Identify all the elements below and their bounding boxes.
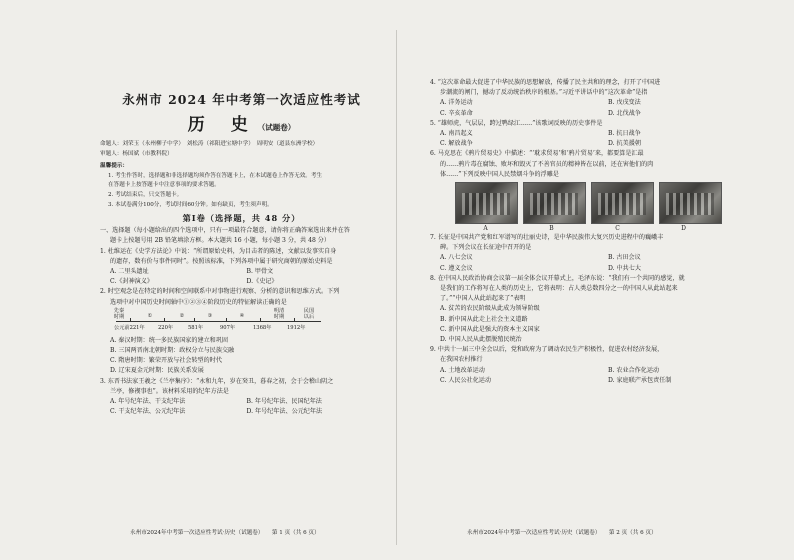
option: A. 南昌起义 <box>440 130 473 138</box>
choice-intro: 一、选择题（每小题给出的四个选项中，只有一项最符合题意，请你将正确答案选出来并在答 <box>100 227 350 235</box>
timeline-tick <box>260 318 261 322</box>
option: B. 甲骨文 <box>246 267 274 275</box>
question-8: 8. 在中国人民政治协商会议第一届全体会议开幕式上，毛泽东说：“我们有一个共同的感觉，就 <box>430 274 685 282</box>
question-4: 4. “这次革命最大促进了中华民族的思想解放，传播了民主共和的理念，打开了中国进 <box>430 79 661 86</box>
section-title: 第Ⅰ卷（选择题，共 48 分） <box>182 213 301 224</box>
option: B. 抗日战争 <box>608 130 641 138</box>
timeline-tick <box>294 318 295 322</box>
relief-images <box>455 182 776 224</box>
timeline-year: 1912年 <box>287 324 306 331</box>
option: C <box>615 225 620 233</box>
question-9: 9. 中共十一届三中全会以后，党和政府为了调动农民生产积极性，促进农村经济发展， <box>430 346 664 354</box>
timeline-period: 明清 时期 <box>273 307 285 321</box>
q1-options <box>100 277 383 287</box>
option: C. 新中国从此是强大的资本主义国家 <box>440 325 540 333</box>
option: C.《封神演义》 <box>110 278 153 286</box>
question-2: 选项中对中国历史时间轴中①②③④阶段历史的特征解读正确的是 <box>110 298 287 306</box>
option: D. 中国人民从此摆脱殖民统治 <box>440 336 522 344</box>
option: B. 新中国从此走上社会主义道路 <box>440 315 528 323</box>
author-line: 命题人：刘荣玉（永州柳子中学） 刘松涛（祁阳进宝塘中学） 周明安（道县东洲学校） <box>100 141 319 147</box>
page-2 <box>397 0 794 560</box>
option: A <box>483 225 488 233</box>
option: B. 农业合作化运动 <box>608 366 660 374</box>
question-7: 碑。下列会议在长征途中召开的是 <box>440 244 532 252</box>
q1-options <box>100 267 383 277</box>
page-footer: 永州市2024年中考第一次适应性考试·历史（试题卷） 第 2 页（共 6 页） <box>467 530 657 536</box>
option: C. 解放战争 <box>440 140 473 148</box>
option: A. 秦汉时期：统一多民族国家的建立和巩固 <box>110 336 228 344</box>
option: D. 家庭联产承包责任制 <box>608 376 672 384</box>
relief-labels <box>455 224 776 233</box>
question-1: 1. 杜维运在《史学方法论》中说：“所谓原始史料，为目击者的陈述，文献以发事实自身 <box>100 247 337 255</box>
option: D. 中共七大 <box>608 264 641 272</box>
relief-image-b <box>523 182 586 224</box>
timeline-tick <box>164 318 165 322</box>
choice-intro: 题卡上按题号用 2B 铅笔填涂方框。本大题共 16 小题，每小题 3 分，共 48 分） <box>110 237 330 245</box>
timeline-year: 220年 <box>158 324 174 331</box>
timeline-year: 581年 <box>188 324 204 331</box>
option: A. 年号纪年法、干支纪年法 <box>110 398 186 405</box>
option: A. 八七会议 <box>440 254 473 262</box>
question-9: 在我国农村推行 <box>440 356 483 364</box>
timeline-period: ② <box>179 312 185 319</box>
subject-note: （试题卷） <box>257 123 296 132</box>
option: C. 遵义会议 <box>440 264 473 272</box>
relief-image-c <box>591 182 654 224</box>
question-4: 步潮流的闸门，撼动了反动统治秩序的根基。”习近平讲话中的“这次革命”是指 <box>440 89 648 97</box>
option: D <box>681 225 686 233</box>
reviewer-line: 审题人：杨国斌（市教科院） <box>100 150 173 157</box>
option: B <box>549 225 554 233</box>
relief-image-d <box>659 182 722 224</box>
notice-title: 温馨提示： <box>100 163 128 170</box>
q9-options <box>430 376 776 386</box>
option: B. 年号纪年法、民国纪年法 <box>246 398 322 405</box>
option: C. 隋唐时期：繁荣开放与社会转型的时代 <box>110 357 222 365</box>
option: D. 抗美援朝 <box>608 140 641 148</box>
option: C. 人民公社化运动 <box>440 376 491 384</box>
question-8: 了。”“中国人从此站起来了”表明 <box>440 295 526 303</box>
q3-options <box>100 407 383 417</box>
q9-options <box>430 366 776 376</box>
timeline-tick <box>130 318 131 322</box>
notice-line: 在答题卡上按答题卡中注意事项的要求答题。 <box>108 182 220 189</box>
timeline-tick <box>194 318 195 322</box>
history-timeline <box>110 308 383 334</box>
subject-heading <box>100 110 383 135</box>
timeline-tick <box>226 318 227 322</box>
question-1: 的遗存，数有价与事件同时”。按照该标准，下列各项中属于研究商朝的原始史料是 <box>110 257 333 265</box>
timeline-year: 1368年 <box>253 324 272 331</box>
question-3: 兰亭，修禊事也”。该材料采用的纪年方法是 <box>110 387 229 395</box>
timeline-period: ① <box>147 312 153 319</box>
q7-options <box>430 253 776 263</box>
notice-line: 1. 考生作答时，选择题和非选择题均须作答在答题卡上，在本试题卷上作答无效。考生 <box>108 172 323 179</box>
timeline-year: 907年 <box>220 324 236 331</box>
option: A. 二里头遗址 <box>110 267 149 275</box>
option: B. 三国两晋南北朝时期：政权分立与民族交融 <box>110 346 235 354</box>
question-6: 体……”下列反映中国人民禁烟斗争的浮雕是 <box>440 170 559 178</box>
q4-options <box>430 109 776 119</box>
subject-name: 历 史 <box>187 115 258 135</box>
q4-options <box>430 98 776 108</box>
question-6: 6. 马克思在《鸦片贸易史》中描述：“‘耽求贸易’和‘鸦片贸易’来，都要算是汇最 <box>430 150 644 158</box>
q7-options <box>430 264 776 274</box>
question-7: 7. 长征是中国共产党和红军谱写的壮丽史诗，是中华民族伟大复兴历史进程中的巍峨丰 <box>430 234 664 242</box>
question-8: 是我们的工作将写在人类的历史上，它将表明：占人类总数四分之一的中国人从此站起来 <box>440 285 678 293</box>
relief-image-a <box>455 182 518 224</box>
page-footer: 永州市2024年中考第一次适应性考试·历史（试题卷） 第 1 页（共 6 页） <box>130 530 320 536</box>
option: D. 辽宋夏金元时期：民族关系发展 <box>110 367 204 375</box>
option: C. 辛亥革命 <box>440 109 473 117</box>
timeline-period: ④ <box>239 312 245 319</box>
timeline-axis <box>116 321 321 322</box>
notice-line: 2. 考试结束后，只交答题卡。 <box>108 191 183 198</box>
option: D. 年号纪年法、公元纪年法 <box>246 408 323 416</box>
q3-options <box>100 397 383 407</box>
timeline-period: ③ <box>207 312 213 319</box>
timeline-year: 公元前221年 <box>114 324 145 331</box>
option: D. 北伐战争 <box>608 109 641 117</box>
option: C. 干支纪年法、公元纪年法 <box>110 408 186 416</box>
question-2: 2. 时空观念是在特定的时间和空间联系中对事物进行观察、分析的意识和思维方式。下列 <box>100 288 340 296</box>
option: A. 洋务运动 <box>440 99 473 107</box>
option: D.《史记》 <box>246 278 278 286</box>
exam-title: 永州市 2024 年中考第一次适应性考试 <box>122 92 361 107</box>
question-3: 3. 东晋书法家王羲之《兰亭集序》：“永和九年，岁在癸丑，暮春之初，会于会稽山阴之 <box>100 377 334 385</box>
option: A. 贫苦的农民阶级从此成为领导阶级 <box>440 305 540 313</box>
q5-options <box>430 139 776 149</box>
option: B. 古田会议 <box>608 254 641 262</box>
option: A. 土地改革运动 <box>440 366 485 374</box>
question-5: 5. “雄师虎，气层层，跨过鸭绿江……”该歌词反映的历史事件是 <box>430 119 603 127</box>
q5-options <box>430 129 776 139</box>
option: B. 戊戌变法 <box>608 99 641 107</box>
notice-line: 3. 本试卷满分100分，考试时间60分钟。如有缺页，考生须声明。 <box>108 201 273 208</box>
timeline-period: 民国 以后 <box>303 307 315 321</box>
question-6: 的……鸦片毒在腐蚀、败坏和毁灭了不善官员的精神皆在以前，还在害他们的肉 <box>440 160 654 168</box>
timeline-period: 先秦 时期 <box>113 307 125 321</box>
